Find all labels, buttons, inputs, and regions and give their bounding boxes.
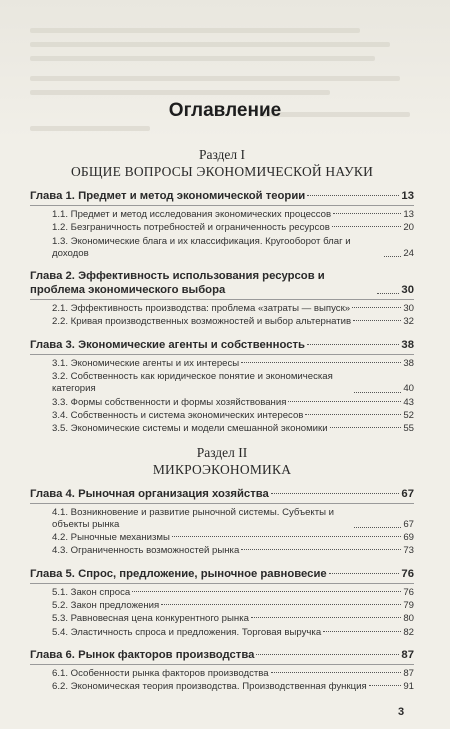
- item-title: 5.3. Равновесная цена конкурентного рынка: [52, 613, 249, 625]
- item-page: 69: [403, 532, 414, 544]
- chapter-heading: [30, 269, 414, 300]
- item-page: 79: [403, 600, 414, 612]
- chapter-page: 76: [401, 567, 414, 580]
- item-page: 20: [403, 222, 414, 234]
- leader-dots: [241, 362, 401, 363]
- toc-item: [30, 423, 414, 435]
- item-page: 73: [403, 545, 414, 557]
- toc-item: [30, 316, 414, 328]
- item-page: 82: [403, 626, 414, 638]
- section-title: ОБЩИЕ ВОПРОСЫ ЭКОНОМИЧЕСКОЙ НАУКИ: [70, 164, 374, 179]
- item-page: 43: [403, 396, 414, 408]
- item-title: 5.2. Закон предложения: [52, 600, 160, 612]
- toc-item: [30, 507, 414, 532]
- item-title: 4.1. Возникновение и развитие рыночной системы. Субъекты и объекты рынка: [52, 506, 335, 530]
- item-title: 5.1. Закон спроса: [52, 586, 131, 598]
- item-page: 80: [403, 613, 414, 625]
- toc-item: [30, 613, 414, 625]
- chapter-page: 67: [401, 487, 414, 500]
- toc-item: [30, 222, 414, 234]
- section-label: Раздел II: [196, 444, 248, 460]
- leader-dots: [271, 672, 402, 673]
- item-page: 32: [403, 316, 414, 328]
- toc-item: [30, 209, 414, 221]
- item-title: 1.2. Безграничность потребностей и ограниченность ресурсов: [52, 222, 330, 234]
- page-number: 3: [398, 706, 405, 718]
- chapter-title: Глава 4. Рыночная организация хозяйства: [30, 487, 269, 500]
- leader-dots: [307, 195, 399, 196]
- chapter-title: Глава 6. Рынок факторов производства: [30, 648, 255, 661]
- item-title: 1.1. Предмет и метод исследования экономических процессов: [52, 209, 332, 220]
- chapter-heading: [30, 567, 414, 584]
- toc-item: [30, 668, 414, 680]
- item-page: 67: [403, 518, 414, 530]
- item-page: 76: [403, 586, 414, 598]
- leader-dots: [352, 307, 401, 308]
- leader-dots: [377, 293, 399, 294]
- item-page: 40: [403, 383, 414, 395]
- leader-dots: [354, 527, 401, 528]
- chapter-page: 30: [401, 284, 414, 297]
- item-title: 3.4. Собственность и система экономических интересов: [52, 409, 304, 421]
- toc-item: [30, 371, 414, 396]
- leader-dots: [305, 414, 401, 415]
- item-page: 91: [403, 681, 414, 693]
- leader-dots: [384, 256, 401, 257]
- leader-dots: [323, 631, 401, 632]
- leader-dots: [329, 573, 400, 574]
- item-title: 3.5. Экономические системы и модели смешанной экономики: [52, 423, 328, 435]
- chapter-title: Глава 1. Предмет и метод экономической теории: [30, 190, 306, 202]
- leader-dots: [256, 654, 399, 655]
- toc-item: [30, 600, 414, 612]
- chapter-page: 87: [401, 648, 414, 661]
- item-title: 3.2. Собственность как юридическое понятие и экономическая категория: [52, 371, 333, 395]
- leader-dots: [271, 493, 400, 494]
- leader-dots: [251, 617, 401, 618]
- leader-dots: [132, 591, 401, 592]
- item-title: 6.2. Экономическая теория производства. Производственная функция: [52, 681, 367, 693]
- chapter-heading: [30, 648, 414, 665]
- item-title: 2.2. Кривая производственных возможностей и выбор альтернатив: [52, 316, 352, 328]
- chapter-heading: [30, 487, 414, 504]
- leader-dots: [288, 401, 401, 402]
- toc-title: Оглавление: [168, 100, 282, 121]
- item-page: 30: [403, 303, 414, 315]
- item-page: 52: [403, 409, 414, 421]
- chapter-heading: [30, 338, 414, 355]
- toc-item: [30, 681, 414, 693]
- toc-item: [30, 587, 414, 599]
- item-page: 13: [403, 209, 414, 220]
- section-title: МИКРОЭКОНОМИКА: [152, 461, 292, 477]
- item-page: 87: [403, 667, 414, 679]
- item-page: 38: [403, 357, 414, 369]
- item-title: 3.1. Экономические агенты и их интересы: [52, 357, 240, 369]
- leader-dots: [333, 213, 401, 214]
- item-title: 1.3. Экономические блага и их классификация. Кругооборот благ и доходов: [52, 235, 351, 259]
- leader-dots: [172, 536, 401, 537]
- toc-content: [30, 147, 414, 695]
- leader-dots: [354, 392, 401, 393]
- chapter-page: 13: [401, 190, 414, 202]
- section-label: Раздел I: [198, 147, 246, 162]
- chapter-heading: [30, 189, 414, 206]
- item-title: 4.3. Ограниченность возможностей рынка: [52, 545, 240, 557]
- toc-item: [30, 545, 414, 557]
- chapter-page: 38: [401, 338, 414, 351]
- toc-item: [30, 358, 414, 370]
- leader-dots: [241, 549, 401, 550]
- chapter-title: Глава 3. Экономические агенты и собственность: [30, 338, 305, 351]
- item-title: 3.3. Формы собственности и формы хозяйствования: [52, 396, 287, 408]
- leader-dots: [161, 604, 401, 605]
- toc-item: [30, 627, 414, 639]
- toc-item: [30, 303, 414, 315]
- item-title: 5.4. Эластичность спроса и предложения. Торговая выручка: [52, 626, 322, 638]
- toc-item: [30, 236, 414, 261]
- leader-dots: [307, 344, 399, 345]
- item-title: 4.2. Рыночные механизмы: [52, 532, 170, 544]
- leader-dots: [353, 320, 401, 321]
- section-gap: [30, 437, 414, 445]
- item-title: 6.1. Особенности рынка факторов производства: [52, 667, 269, 679]
- item-page: 24: [403, 247, 414, 259]
- toc-item: [30, 397, 414, 409]
- item-page: 55: [403, 423, 414, 435]
- item-title: 2.1. Эффективность производства: проблема «затраты — выпуск»: [52, 303, 351, 315]
- leader-dots: [330, 427, 402, 428]
- leader-dots: [332, 226, 402, 227]
- toc-item: [30, 532, 414, 544]
- toc-item: [30, 410, 414, 422]
- chapter-title: Глава 2. Эффективность использования ресурсов и проблема экономического выбора: [30, 270, 325, 297]
- leader-dots: [369, 685, 402, 686]
- chapter-title: Глава 5. Спрос, предложение, рыночное равновесие: [30, 567, 327, 580]
